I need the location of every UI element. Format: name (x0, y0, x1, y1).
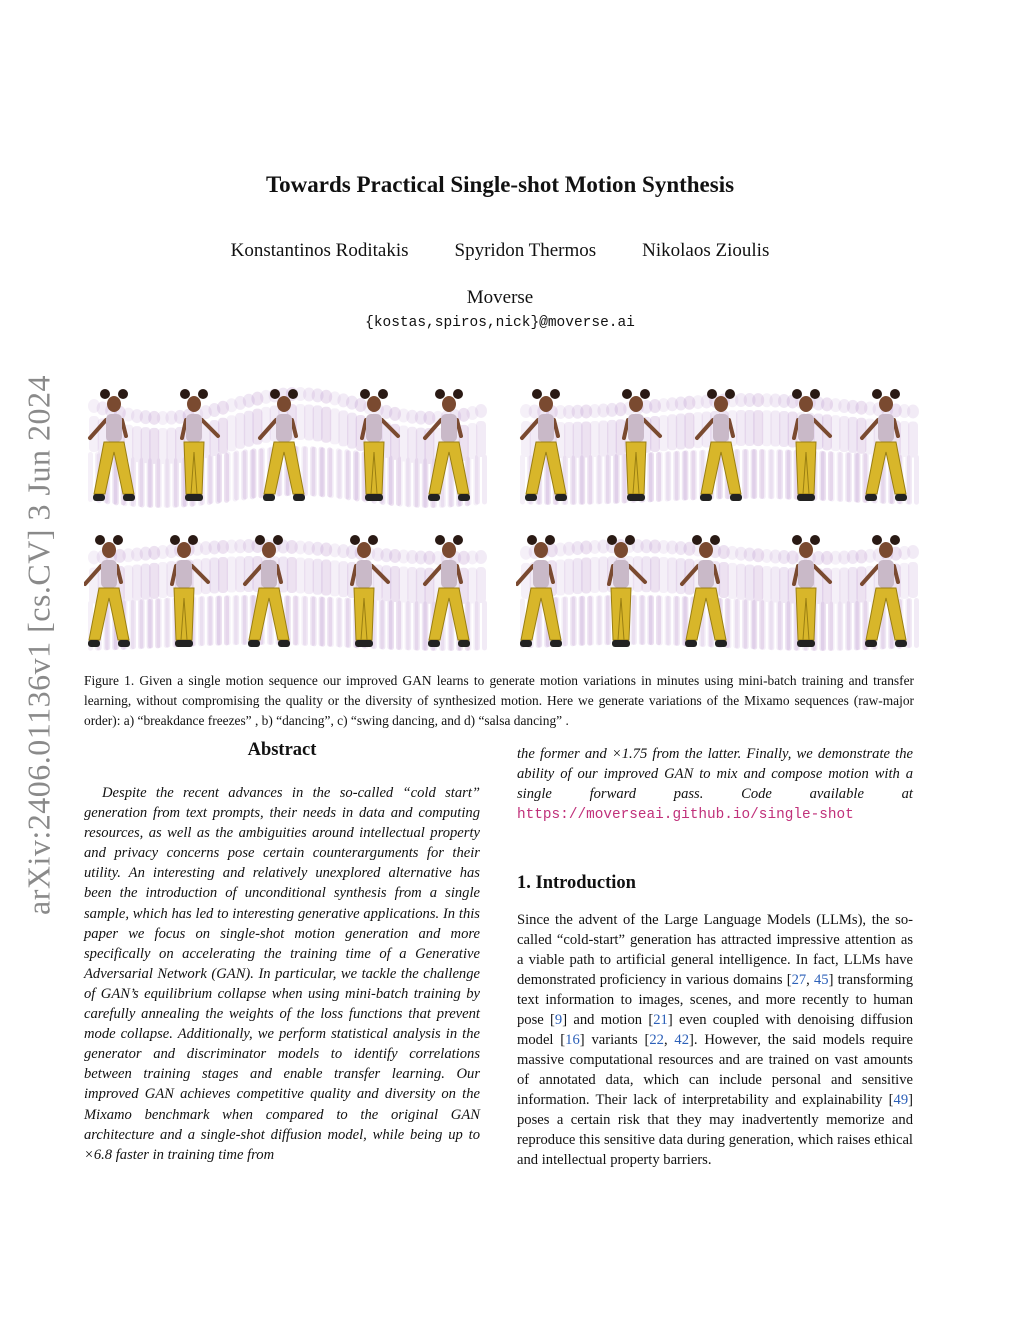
citation-link[interactable]: 42 (674, 1032, 690, 1049)
citation-link[interactable]: 9 (554, 1012, 563, 1029)
author-name: Nikolaos Zioulis (642, 240, 770, 261)
motion-panel-breakdance (84, 376, 494, 516)
affiliation: Moverse (466, 287, 534, 308)
intro-text: ] poses a certain risk that they may inadvertently memorize and reproduce this sensitive data during generation, which raises ethical and intellectual property barriers. (517, 1092, 913, 1169)
abstract-continuation-text: the former and ×1.75 from the latter. Finally, we demonstrate the ability of our improved GAN to mix and compose motion with a single forward pass. Code available at (517, 746, 913, 803)
intro-text: Since the advent of the Large Language Models (LLMs), the so-called “cold-start” generation has attracted impressive attention as a viable path to artificial general intelligence. In fact, LLMs have demonstrated proficiency in various domains [ (517, 912, 913, 989)
arxiv-sidebar (16, 362, 62, 928)
intro-text: , (806, 972, 814, 989)
intro-text: ] even coupled with denoising diffusion model [ (517, 1012, 913, 1049)
intro-text: ]. However, the said models require massive computational resources and are trained on vast amounts of annotated data, which can include personal and sensitive information. Their lack of interpretability and explainability [ (517, 1032, 914, 1109)
intro-text: ] variants [ (579, 1032, 650, 1049)
motion-ghost-frame (907, 404, 919, 504)
citation-link[interactable]: 27 (791, 972, 807, 989)
paper-title: Towards Practical Single-shot Motion Synthesis (265, 172, 735, 197)
citation-link[interactable]: 16 (565, 1032, 580, 1049)
section-heading-introduction: 1. Introduction (517, 873, 636, 894)
left-column (84, 740, 480, 1165)
figure-caption: Figure 1. Given a single motion sequence our improved GAN learns to generate motion variations in minutes using mini-batch training and transfer learning, without compromising the quality or the diversity of synthesized motion. Here we generate variations of the Mixamo sequences (raw-major order): a) “breakdance freezes” , b) “dancing”, c) “swing dancing, and d) “salsa dancing” . (84, 673, 914, 728)
citation-link[interactable]: 49 (893, 1092, 909, 1109)
intro-text: , (663, 1032, 675, 1049)
motion-ghost-frame (475, 550, 487, 650)
code-link[interactable]: https://moverseai.github.io/single-shot (517, 807, 854, 824)
author-name: Spyridon Thermos (454, 240, 597, 261)
intro-text: ] and motion [ (562, 1012, 654, 1029)
abstract-continuation (517, 744, 913, 825)
citation-link[interactable]: 21 (653, 1012, 668, 1029)
author-list (0, 240, 1000, 262)
author-email: {kostas,spiros,nick}@moverse.ai (365, 315, 635, 331)
abstract-heading: Abstract (247, 740, 317, 760)
citation-link[interactable]: 22 (649, 1032, 664, 1049)
motion-ghost-frame (475, 404, 487, 505)
citation-link[interactable]: 45 (813, 972, 829, 989)
figure-1 (84, 376, 916, 662)
arxiv-identifier: arXiv:2406.01136v1 [cs.CV] 3 Jun 2024 (20, 375, 57, 915)
motion-panel-salsa-dancing (516, 522, 926, 662)
author-name: Konstantinos Roditakis (230, 240, 409, 261)
motion-panel-swing-dancing (84, 522, 494, 662)
right-column (517, 744, 913, 1170)
motion-panel-dancing (516, 376, 926, 516)
abstract-body: Despite the recent advances in the so-called “cold start” generation from text prompts, their needs in data and computing resources, as well as the ambiguities around intellectual property and privacy concerns pose certain counterarguments for their utility. An interesting and relatively unexplored alternative has been the introduction of unconditional synthesis from a single sample, which has led to interesting generative applications. In this paper we focus on single-shot motion generation and more specifically on accelerating the training time of a Generative Adversarial Network (GAN). In particular, we tackle the challenge of GAN’s equilibrium collapse when using mini-batch training by carefully annealing the weights of the loss functions that prevent mode collapse. Additionally, we perform statistical analysis in the generator and discriminator models to identify correlations between training stages and enable transfer learning. Our improved GAN achieves competitive quality and diversity on the Mixamo benchmark when compared to the original GAN architecture and a single-shot diffusion model, while being up to ×6.8 faster in training time from (84, 785, 480, 1163)
introduction-paragraph (517, 910, 913, 1170)
intro-text: ] transforming text information to images, scenes, and more recently to human pose [ (517, 972, 913, 1029)
